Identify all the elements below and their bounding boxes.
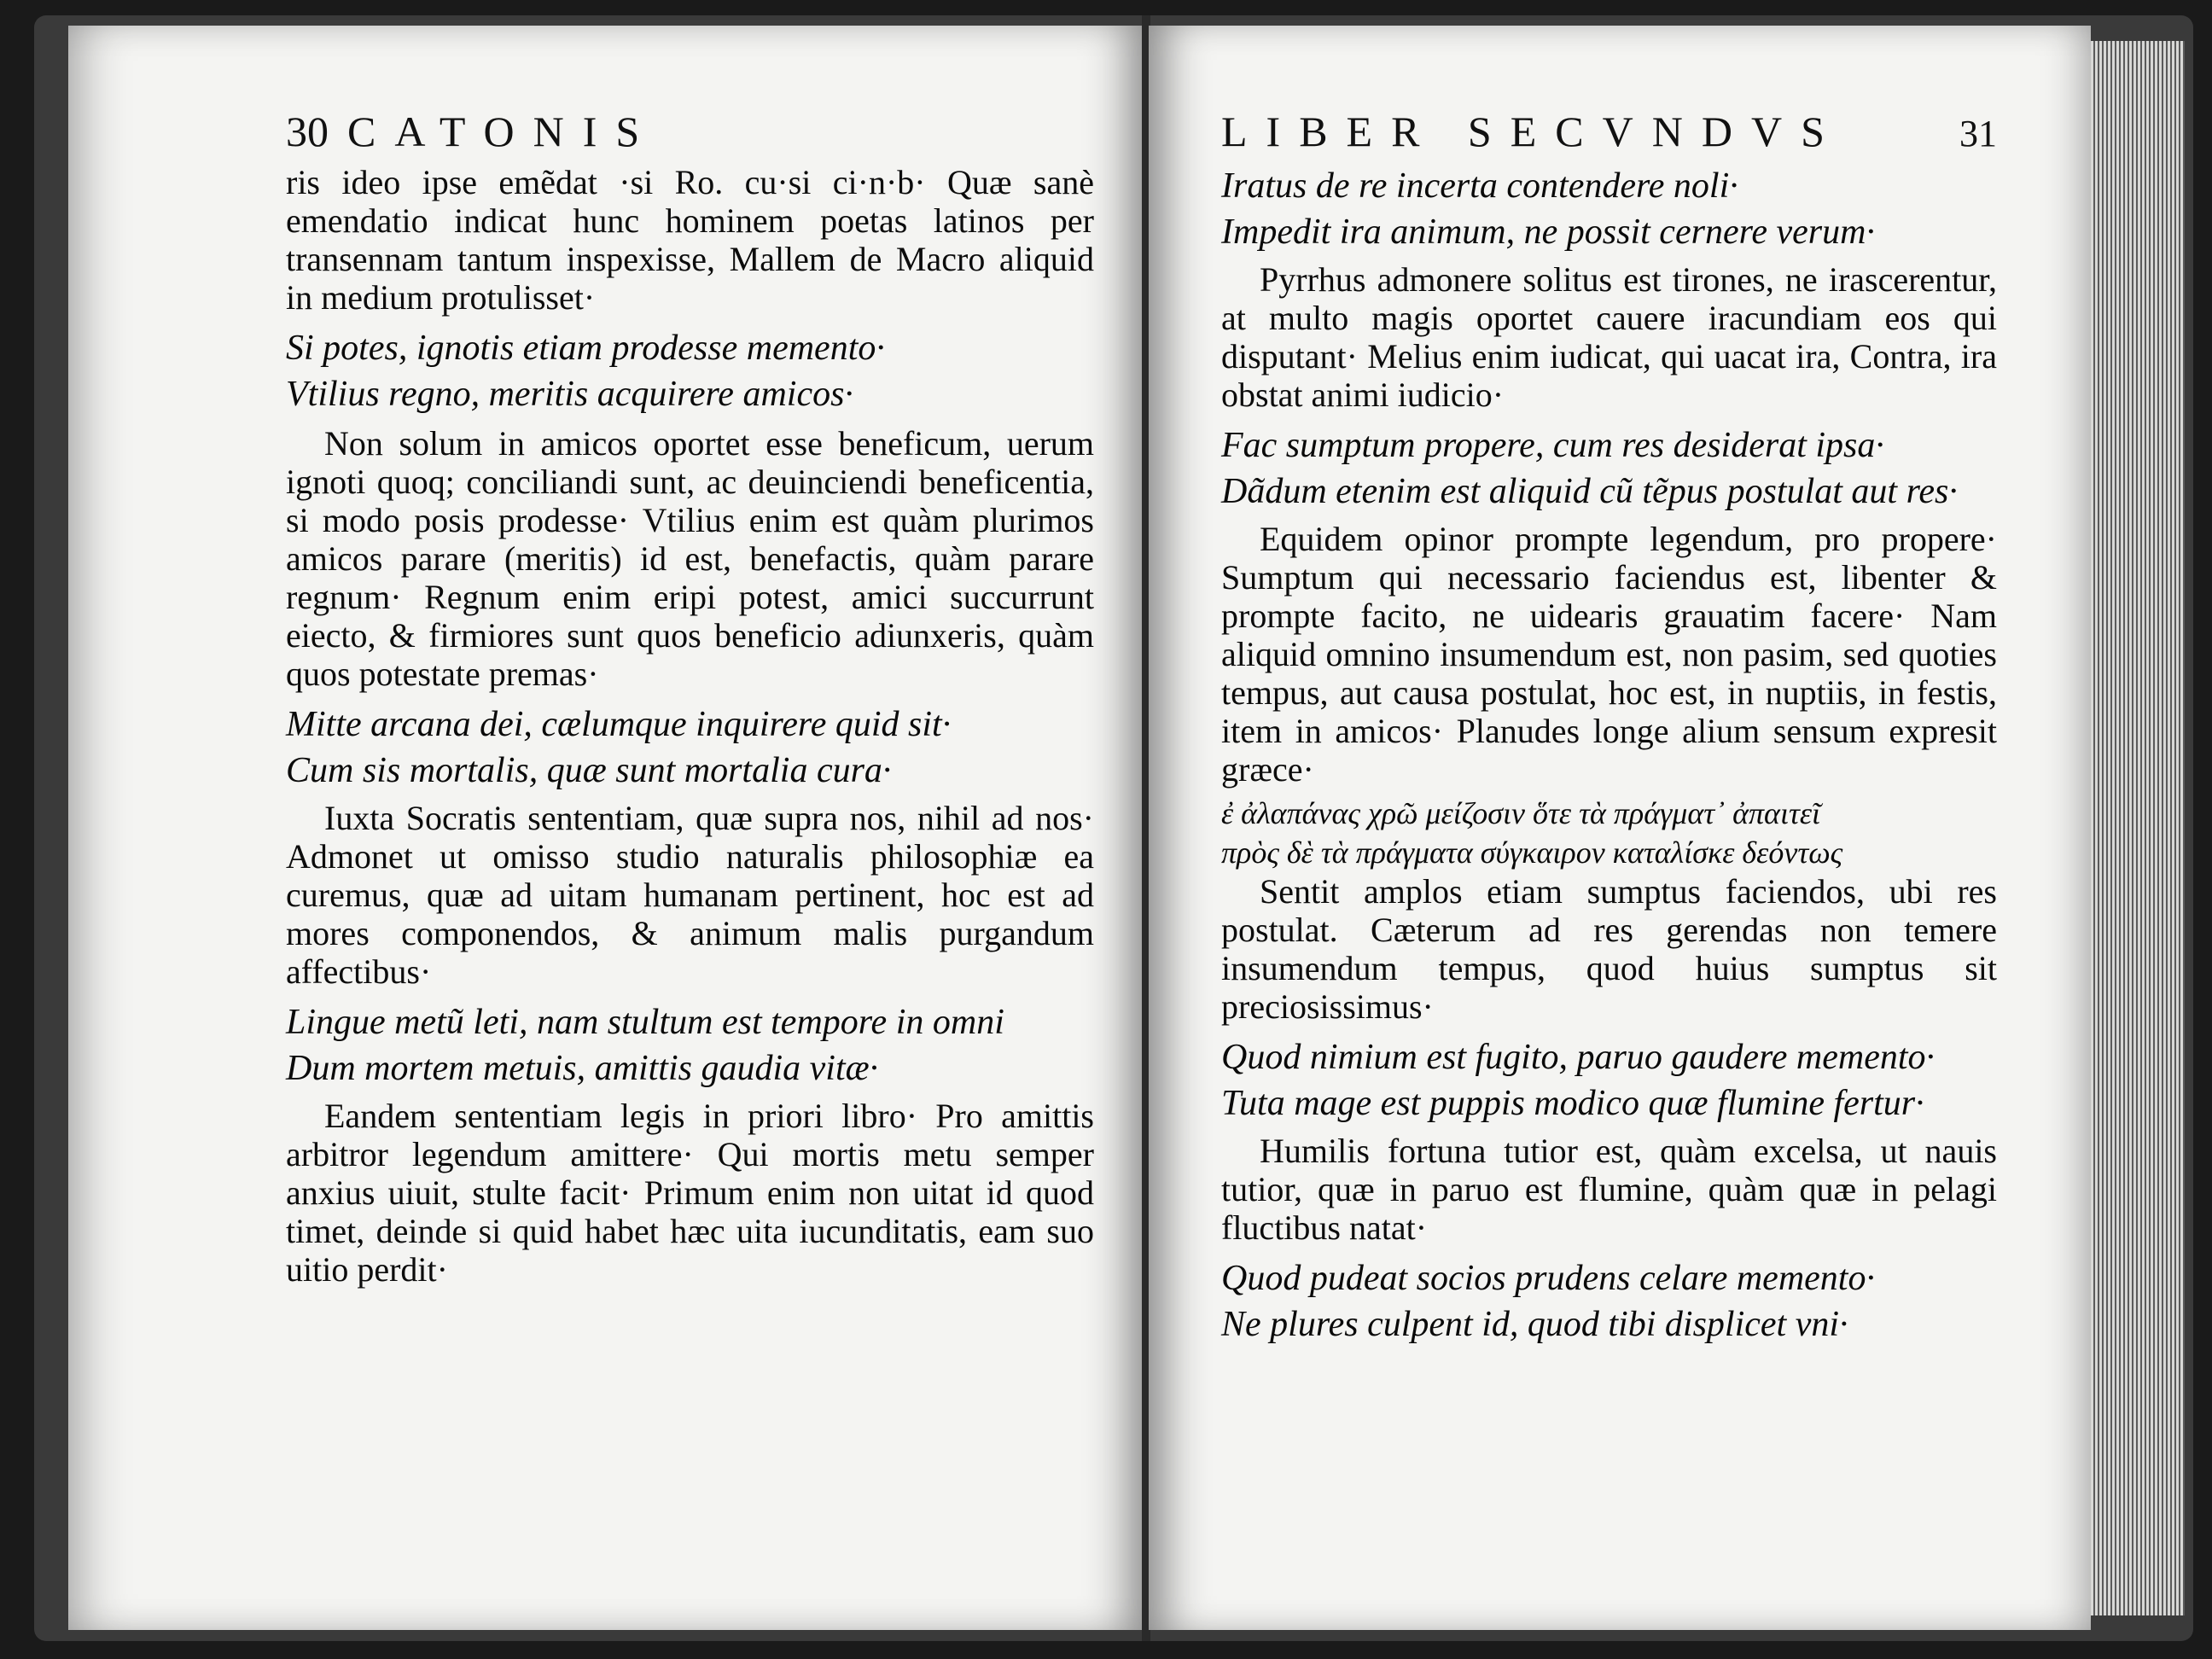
distich-line: Iratus de re incerta contendere noli·	[1221, 166, 1738, 206]
running-head-right	[1221, 107, 1997, 160]
running-head-title: CATONIS	[347, 108, 659, 155]
greek-verse-line: πρὸς δὲ τὰ πράγματα σύγκαιρον καταλίσκε δεόντως	[1221, 835, 1843, 870]
commentary-paragraph: Sentit amplos etiam sumptus faciendos, ubi res postulat. Cæterum ad res gerendas non temere insumendum tempus, quod huius sumptus sit preciosissimus·	[1221, 872, 1997, 1026]
running-head-left	[286, 107, 1094, 160]
distich-line: Tuta mage est puppis modico quæ flumine fertur·	[1221, 1084, 1924, 1123]
greek-verse-line: ἐ ἀλαπάνας χρῶ μείζοσιν ὅτε τὰ πράγματ᾽ ἀπαιτεῖ	[1221, 796, 1821, 830]
distich-line: Fac sumptum propere, cum res desiderat ipsa·	[1221, 426, 1884, 465]
distich-line: Quod pudeat socios prudens celare memento·	[1221, 1259, 1875, 1298]
page-number: 30	[286, 108, 329, 155]
open-book	[34, 15, 2193, 1641]
commentary-paragraph: Pyrrhus admonere solitus est tirones, ne irascerentur, at multo magis oportet cauere iracundiam eos qui disputant· Melius enim iudicat, qui uacat ira, Contra, ira obstat animi iudicio·	[1221, 260, 1997, 414]
distich-line: Si potes, ignotis etiam prodesse memento·	[286, 329, 885, 368]
page-number: 31	[1959, 113, 1997, 154]
commentary-paragraph: Humilis fortuna tutior est, quàm excelsa, ut nauis tutior, quæ in paruo est flumine, quàm quæ in pelagi fluctibus natat·	[1221, 1132, 1997, 1247]
distich-line: Lingue metũ leti, nam stultum est tempore in omni	[286, 1003, 1004, 1042]
distich-line: Dãdum etenim est aliquid cũ tẽpus postulat aut res·	[1221, 472, 1958, 511]
commentary-paragraph: Non solum in amicos oportet esse beneficum, uerum ignoti quoq; conciliandi sunt, ac deuinciendi beneficentia, si modo posis prodesse· Vtilius enim est quàm plurimos amicos parare (meritis) id est, benefactis, quàm parare regnum· Regnum enim eripi potest, amici succurrunt eiecto, & firmiores sunt quos beneficio adiunxeris, quàm quos potestate premas·	[286, 424, 1094, 693]
page-edges	[2091, 41, 2185, 1615]
distich-line: Mitte arcana dei, cælumque inquirere quid sit·	[286, 705, 952, 744]
left-page	[68, 26, 1145, 1630]
commentary-paragraph: Iuxta Socratis sententiam, quæ supra nos, nihil ad nos· Admonet ut omisso studio naturalis philosophiæ ea curemus, quæ ad uitam humanam pertinent, hoc est ad mores componendos, & animum malis purgandum affectibus·	[286, 799, 1094, 991]
distich-line: Impedit ira animum, ne possit cernere verum·	[1221, 212, 1875, 252]
commentary-paragraph: ris ideo ipse emẽdat ·si Ro. cu·si ci·n·b· Quæ sanè emendatio indicat hunc hominem poetas latinos per transennam tantum inspexisse, Mallem de Macro aliquid in medium protulisset·	[286, 163, 1094, 317]
distich-line: Dum mortem metuis, amittis gaudia vitæ·	[286, 1049, 879, 1088]
distich-line: Vtilius regno, meritis acquirere amicos·	[286, 375, 853, 414]
running-head-title: LIBER SECVNDVS	[1221, 108, 1843, 155]
distich-line: Cum sis mortalis, quæ sunt mortalia cura·	[286, 751, 892, 790]
commentary-paragraph: Eandem sententiam legis in priori libro· Pro amittis arbitror legendum amittere· Qui mortis metu semper anxius uiuit, stulte facit· Primum enim non uitat id quod timet, deinde si quid habet hæc uita iucunditatis, eam suo uitio perdit·	[286, 1097, 1094, 1289]
right-page	[1149, 26, 2091, 1630]
commentary-paragraph: Equidem opinor prompte legendum, pro propere· Sumptum qui necessario faciendus est, libenter & prompte facito, ne uidearis grauatim facere· Nam aliquid omnino insumendum est, non pasim, sed quoties tempus, aut causa postulat, hoc est, in nuptiis, in festis, item in amicos· Planudes longe alium sensum expresit græce·	[1221, 520, 1997, 789]
distich-line: Ne plures culpent id, quod tibi displicet vni·	[1221, 1305, 1848, 1344]
distich-line: Quod nimium est fugito, paruo gaudere memento·	[1221, 1038, 1936, 1077]
